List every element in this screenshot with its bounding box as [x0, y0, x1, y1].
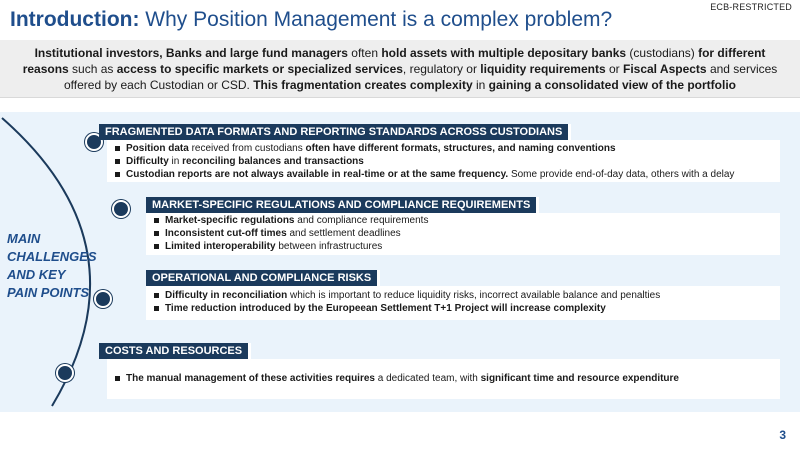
text: between infrastructures — [275, 241, 383, 252]
text: and settlement deadlines — [286, 228, 401, 239]
timeline-node-4 — [56, 364, 74, 382]
bullet-item — [152, 227, 780, 240]
bullet-list — [152, 214, 780, 253]
bold-text: gaining a consolidated view of the portfolio — [488, 78, 736, 92]
text: which is important to reduce liquidity risks, incorrect available balance and penalties — [287, 290, 661, 301]
bullet-item — [152, 289, 780, 302]
section-body-risks — [146, 286, 780, 320]
section-header-regulations: MARKET-SPECIFIC REGULATIONS AND COMPLIANCE REQUIREMENTS — [146, 197, 539, 213]
bold-text: hold assets with multiple depositary banks — [381, 46, 627, 60]
text: (custodians) — [626, 46, 699, 60]
bold-text: Fiscal Aspects — [623, 62, 707, 76]
bold-text: Inconsistent cut-off times — [165, 228, 287, 239]
text: in — [168, 156, 183, 167]
section-header-costs: COSTS AND RESOURCES — [99, 343, 251, 359]
timeline-node-3 — [94, 290, 112, 308]
slide-title — [10, 6, 612, 34]
text: a dedicated team, with — [374, 373, 481, 384]
bold-text: for different reasons — [22, 46, 766, 76]
bold-text: Difficulty in reconciliation — [165, 290, 288, 301]
bold-text: Limited interoperability — [165, 241, 276, 252]
bold-text: Custodian reports are not always available in real-time or at the same frequency. — [126, 169, 509, 180]
bold-text: Difficulty — [126, 156, 169, 167]
section-header-risks: OPERATIONAL AND COMPLIANCE RISKS — [146, 270, 380, 286]
bold-text: Time reduction introduced by the Europeean Settlement T+1 Project will increase complexity — [165, 303, 606, 314]
bullet-item — [113, 142, 780, 155]
bold-text: often have different formats, structures, and naming conventions — [305, 143, 616, 154]
title-prefix: Introduction: — [10, 8, 140, 31]
bold-text: access to specific markets or specialized services — [116, 62, 403, 76]
bullet-list — [113, 142, 780, 181]
bullet-item — [152, 214, 780, 227]
text: Some provide end-of-day data, others with a delay — [508, 169, 735, 180]
bullet-list — [113, 372, 780, 385]
bold-text: Position data — [126, 143, 189, 154]
text: or — [605, 62, 623, 76]
section-body-regulations — [146, 213, 780, 255]
classification-label: ECB-RESTRICTED — [710, 2, 792, 12]
timeline-node-2 — [112, 200, 130, 218]
intro-paragraph — [0, 40, 800, 98]
text: in — [472, 78, 489, 92]
bold-text: significant time and resource expenditure — [480, 373, 679, 384]
section-body-data-formats — [107, 140, 780, 182]
section-body-costs — [107, 359, 780, 399]
bullet-item — [113, 372, 780, 385]
bold-text: liquidity requirements — [480, 62, 606, 76]
bold-text: Institutional investors, Banks and large fund managers — [34, 46, 348, 60]
bullet-item — [152, 240, 780, 253]
title-text: Why Position Management is a complex problem? — [139, 8, 613, 31]
side-label: MAIN CHALLENGES AND KEY PAIN POINTS — [7, 231, 97, 300]
bold-text: This fragmentation creates complexity — [253, 78, 473, 92]
text: such as — [68, 62, 117, 76]
text: and services offered by each Custodian or CSD. — [64, 62, 778, 92]
bullet-item — [113, 168, 780, 181]
bold-text: Market-specific regulations — [165, 215, 295, 226]
text: often — [347, 46, 382, 60]
bullet-item — [113, 155, 780, 168]
bold-text: The manual management of these activities requires — [126, 373, 375, 384]
text: and compliance requirements — [294, 215, 429, 226]
text: received from custodians — [188, 143, 306, 154]
bold-text: reconciling balances and transactions — [182, 156, 364, 167]
page-number: 3 — [779, 428, 786, 442]
section-header-data-formats: FRAGMENTED DATA FORMATS AND REPORTING STANDARDS ACROSS CUSTODIANS — [99, 124, 571, 140]
bullet-list — [152, 289, 780, 315]
text: , regulatory or — [402, 62, 481, 76]
bullet-item — [152, 302, 780, 315]
